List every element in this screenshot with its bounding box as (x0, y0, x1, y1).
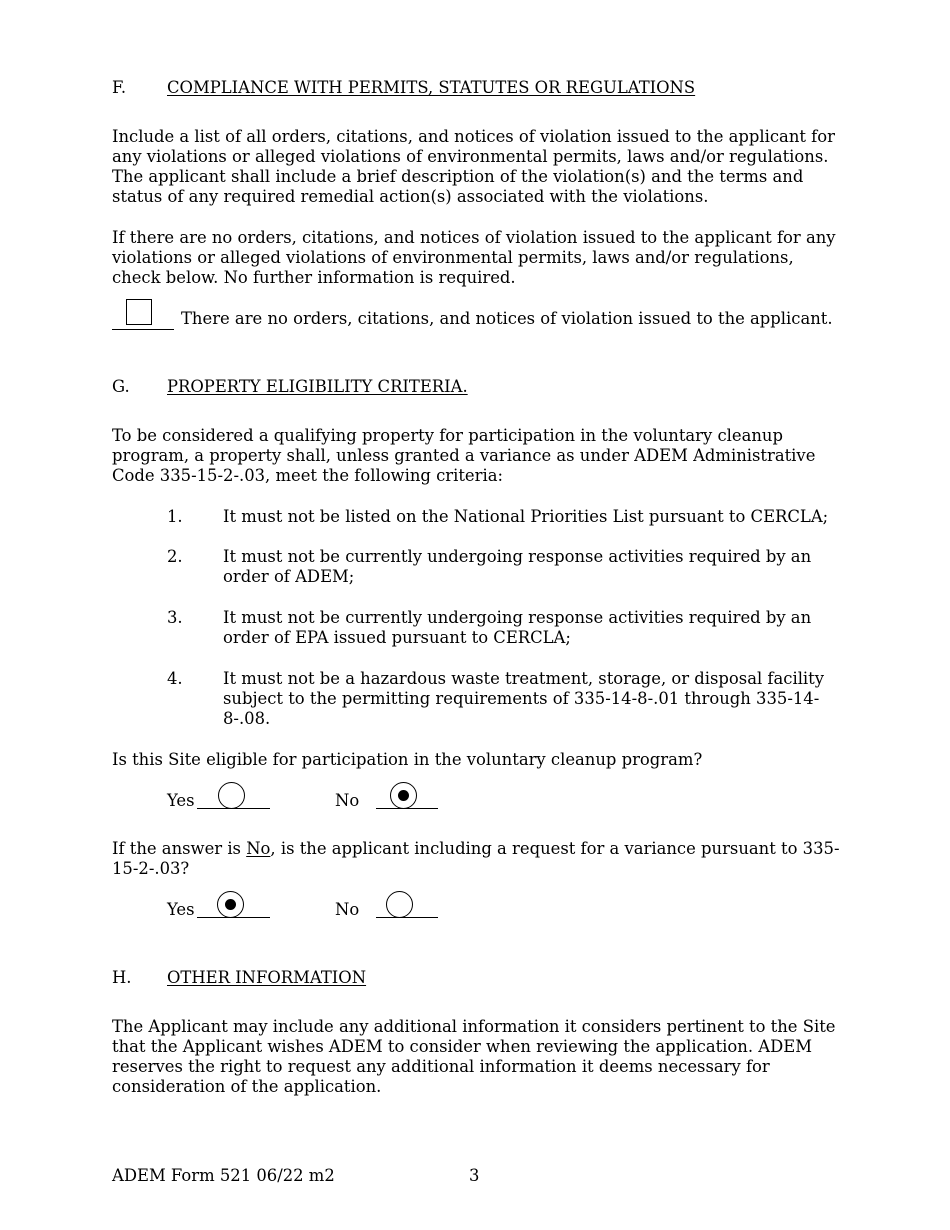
variance-question-rest: , is the applicant including a request for a variance pursuant to 335- (270, 839, 840, 858)
variance-yes-radio[interactable] (217, 891, 244, 918)
text-line: any violations or alleged violations of environmental permits, laws and/or regulations. (112, 147, 829, 166)
variance-question-line-1 (112, 839, 840, 859)
section-f-letter: F. (112, 78, 127, 97)
section-f-paragraph-1 (112, 127, 847, 207)
text-line: program, a property shall, unless granted a variance as under ADEM Administrative (112, 446, 816, 465)
variance-no-radio[interactable] (386, 891, 413, 918)
variance-question-line-2: 15-2-.03? (112, 859, 190, 878)
section-f-paragraph-2 (112, 228, 847, 288)
section-g-letter: G. (112, 377, 130, 396)
text-line: It must not be a hazardous waste treatment, storage, or disposal facility (223, 669, 825, 688)
criterion-number: 1. (167, 507, 183, 526)
text-line: If there are no orders, citations, and notices of violation issued to the applicant for any (112, 228, 836, 247)
text-line: that the Applicant wishes ADEM to consider when reviewing the application. ADEM (112, 1037, 812, 1056)
eligibility-no-label: No (335, 791, 360, 810)
footer-page-number: 3 (469, 1166, 480, 1185)
text-line: The applicant shall include a brief description of the violation(s) and the terms and (112, 167, 804, 186)
variance-no-underline (376, 917, 438, 918)
eligibility-yes-label: Yes (167, 791, 195, 810)
section-h-letter: H. (112, 968, 132, 987)
criterion-number: 3. (167, 608, 183, 627)
variance-no-label: No (335, 900, 360, 919)
eligibility-question: Is this Site eligible for participation in the voluntary cleanup program? (112, 750, 703, 769)
text-line: The Applicant may include any additional information it considers pertinent to the Site (112, 1017, 836, 1036)
criterion-text (223, 669, 843, 729)
text-line: check below. No further information is required. (112, 268, 516, 287)
variance-yes-label: Yes (167, 900, 195, 919)
criterion-text (223, 507, 843, 527)
section-g-intro (112, 426, 847, 486)
text-line: consideration of the application. (112, 1077, 382, 1096)
text-line: reserves the right to request any additional information it deems necessary for (112, 1057, 770, 1076)
no-violations-checkbox[interactable] (126, 299, 152, 325)
no-violations-checkbox-label: There are no orders, citations, and notices of violation issued to the applicant. (181, 309, 833, 328)
text-line: violations or alleged violations of environmental permits, laws and/or regulations, (112, 248, 794, 267)
text-line: 8-.08. (223, 709, 271, 728)
eligibility-no-radio[interactable] (390, 782, 417, 809)
text-line: subject to the permitting requirements of 335-14-8-.01 through 335-14- (223, 689, 820, 708)
criterion-number: 2. (167, 547, 183, 566)
section-h-title: OTHER INFORMATION (167, 968, 367, 987)
variance-question-lead: If the answer is (112, 839, 247, 858)
text-line: order of EPA issued pursuant to CERCLA; (223, 628, 571, 647)
section-h-paragraph (112, 1017, 847, 1097)
text-line: To be considered a qualifying property for participation in the voluntary cleanup (112, 426, 783, 445)
criterion-text (223, 608, 843, 648)
variance-question-underlined-no: No (246, 839, 271, 858)
criterion-text (223, 547, 843, 587)
footer-form-id: ADEM Form 521 06/22 m2 (112, 1166, 335, 1185)
criterion-number: 4. (167, 669, 183, 688)
no-violations-checkbox-field[interactable] (112, 297, 174, 330)
text-line: Code 335-15-2-.03, meet the following criteria: (112, 466, 504, 485)
eligibility-yes-radio[interactable] (218, 782, 245, 809)
text-line: status of any required remedial action(s) associated with the violations. (112, 187, 709, 206)
text-line: It must not be listed on the National Priorities List pursuant to CERCLA; (223, 507, 829, 526)
text-line: It must not be currently undergoing response activities required by an (223, 608, 812, 627)
text-line: Include a list of all orders, citations, and notices of violation issued to the applicant for (112, 127, 835, 146)
text-line: It must not be currently undergoing response activities required by an (223, 547, 812, 566)
text-line: order of ADEM; (223, 567, 355, 586)
section-g-title: PROPERTY ELIGIBILITY CRITERIA. (167, 377, 468, 396)
section-f-title: COMPLIANCE WITH PERMITS, STATUTES OR REGULATIONS (167, 78, 696, 97)
